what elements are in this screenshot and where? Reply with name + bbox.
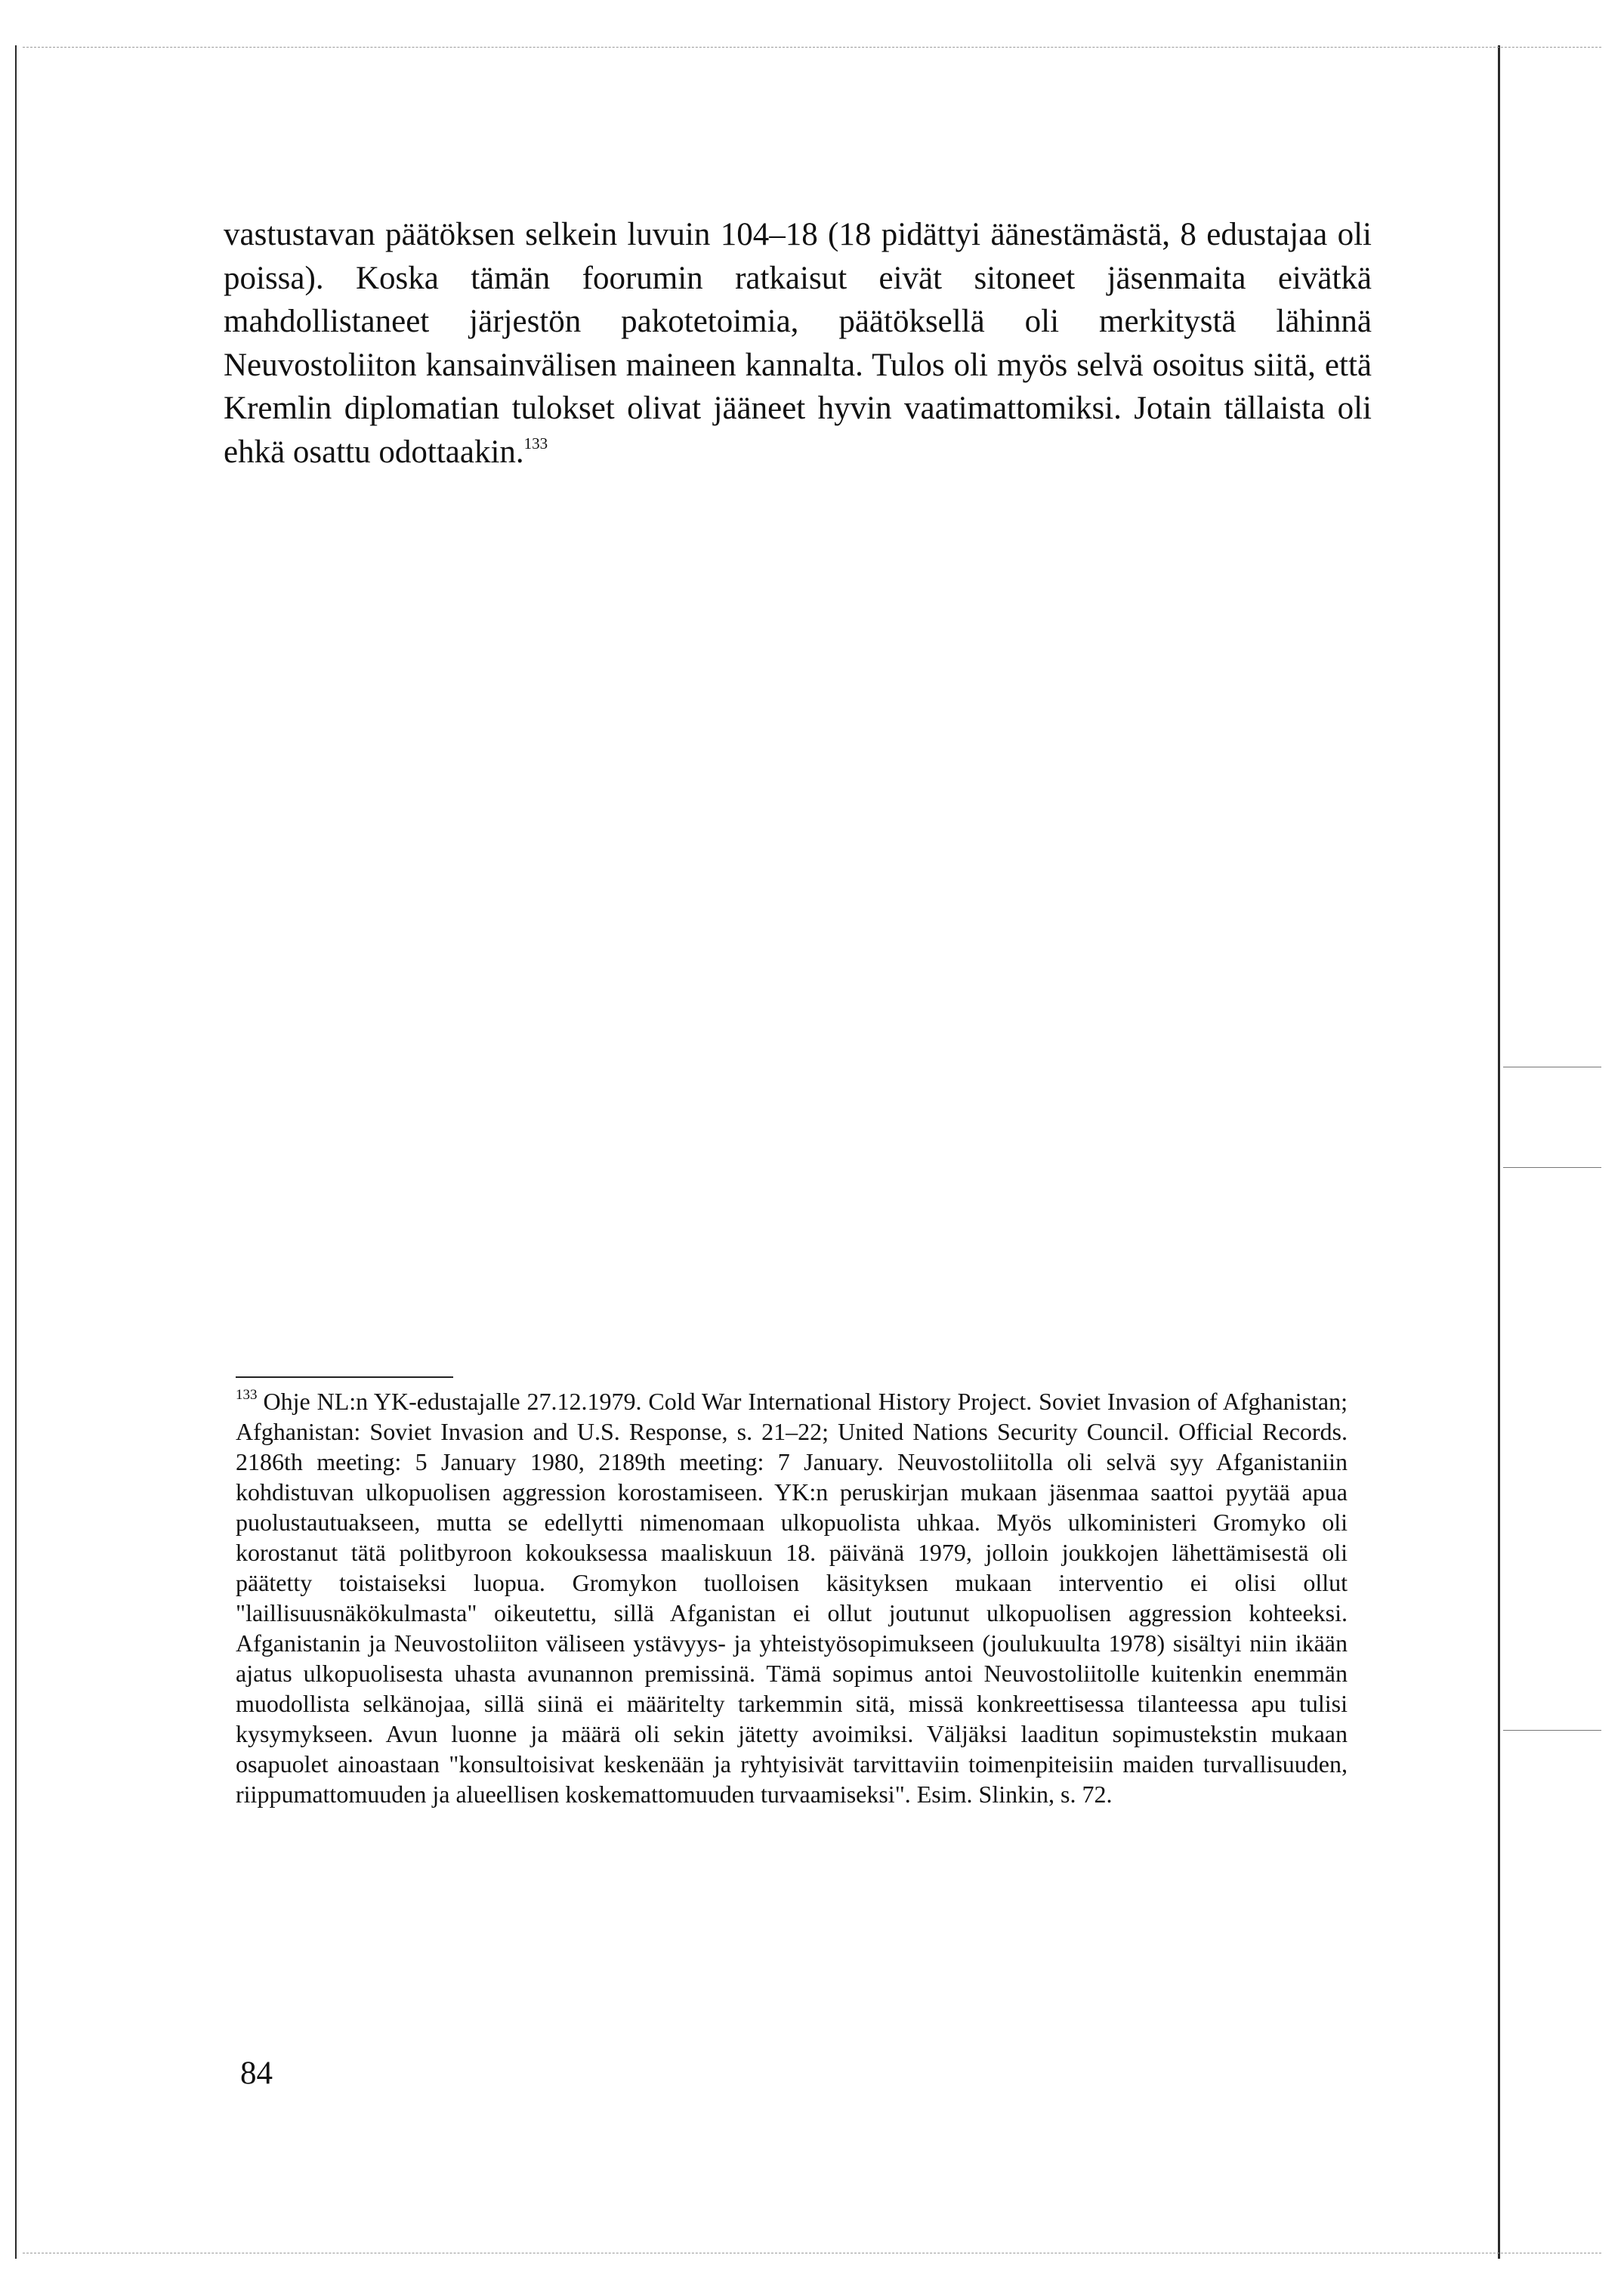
scan-edge-top — [23, 47, 1601, 48]
footnote-reference[interactable]: 133 — [523, 434, 548, 453]
body-paragraph-text: vastustavan päätöksen selkein luvuin 104–18 (18 pidättyi äänestämästä, 8 edustajaa oli poissa). Koska tämän foorumin ratkaisut eivät sitoneet jäsenmaita eivätkä mahdollistaneet järjestön pakotetoimia, päätöksellä oli merkitystä lähinnä Neuvostoliiton kansainvälisen maineen kannalta. Tulos oli myös selvä osoitus siitä, että Kremlin diplomatian tulokset olivat jääneet hyvin vaatimattomiksi. Jotain tällaista oli ehkä osattu odottaakin. — [224, 217, 1372, 470]
scan-edge-bottom — [23, 2253, 1601, 2254]
footnote-text: Ohje NL:n YK-edustajalle 27.12.1979. Cold War International History Project. Soviet Invasion of Afghanistan; Afghanistan: Soviet Invasion and U.S. Response, s. 21–22; United Nations Security Council. Official Records. 2186th meeting: 5 January 1980, 2189th meeting: 7 January. Neuvostoliitolla oli selvä syy Afganistaniin kohdistuvan ulkopuolisen aggression korostamiseen. YK:n peruskirjan mukaan jäsenmaa saattoi pyytää apua puolustautuakseen, mutta se edellytti nimenomaan ulkopuolista uhkaa. Myös ulkoministeri Gromyko oli korostanut tätä politbyroon kokouksessa maaliskuun 18. päivänä 1979, jolloin joukkojen lähettämisestä oli päätetty toistaiseksi luopua. Gromykon tuolloisen käsityksen mukaan interventio ei olisi ollut "laillisuusnäkökulmasta" oikeutettu, sillä Afganistan ei ollut joutunut ulkopuolisen aggression kohteeksi. Afganistanin ja Neuvostoliiton väliseen ystävyys- ja yhteistyösopimukseen (joulukuulta 1978) sisältyi niin ikään ajatus ulkopuolisesta uhasta avunannon premissinä. Tämä sopimus antoi Neuvostoliitolle kuitenkin enemmän muodollista selkänojaa, sillä siinä ei määritelty tarkemmin sitä, missä konkreettisessa tilanteessa apu tulisi kysymykseen. Avun luonne ja määrä oli sekin jätetty avoimiksi. Väljäksi laaditun sopimustekstin mukaan osapuolet ainoastaan "konsultoisivat keskenään ja ryhtyisivät tarvittaviin toimenpiteisiin maiden turvallisuuden, riippumattomuuden ja alueellisen koskemattomuuden turvaamiseksi". Esim. Slinkin, s. 72. — [236, 1388, 1348, 1808]
footnote — [236, 1386, 1348, 1809]
scan-mark — [1503, 1167, 1601, 1168]
body-paragraph — [224, 213, 1372, 474]
footnote-separator — [236, 1376, 453, 1378]
footnote-number: 133 — [236, 1387, 258, 1403]
scan-edge-right — [1498, 45, 1500, 2259]
scan-mark — [1503, 1730, 1601, 1731]
scan-edge-left — [15, 45, 17, 2259]
page-number: 84 — [240, 2056, 273, 2091]
